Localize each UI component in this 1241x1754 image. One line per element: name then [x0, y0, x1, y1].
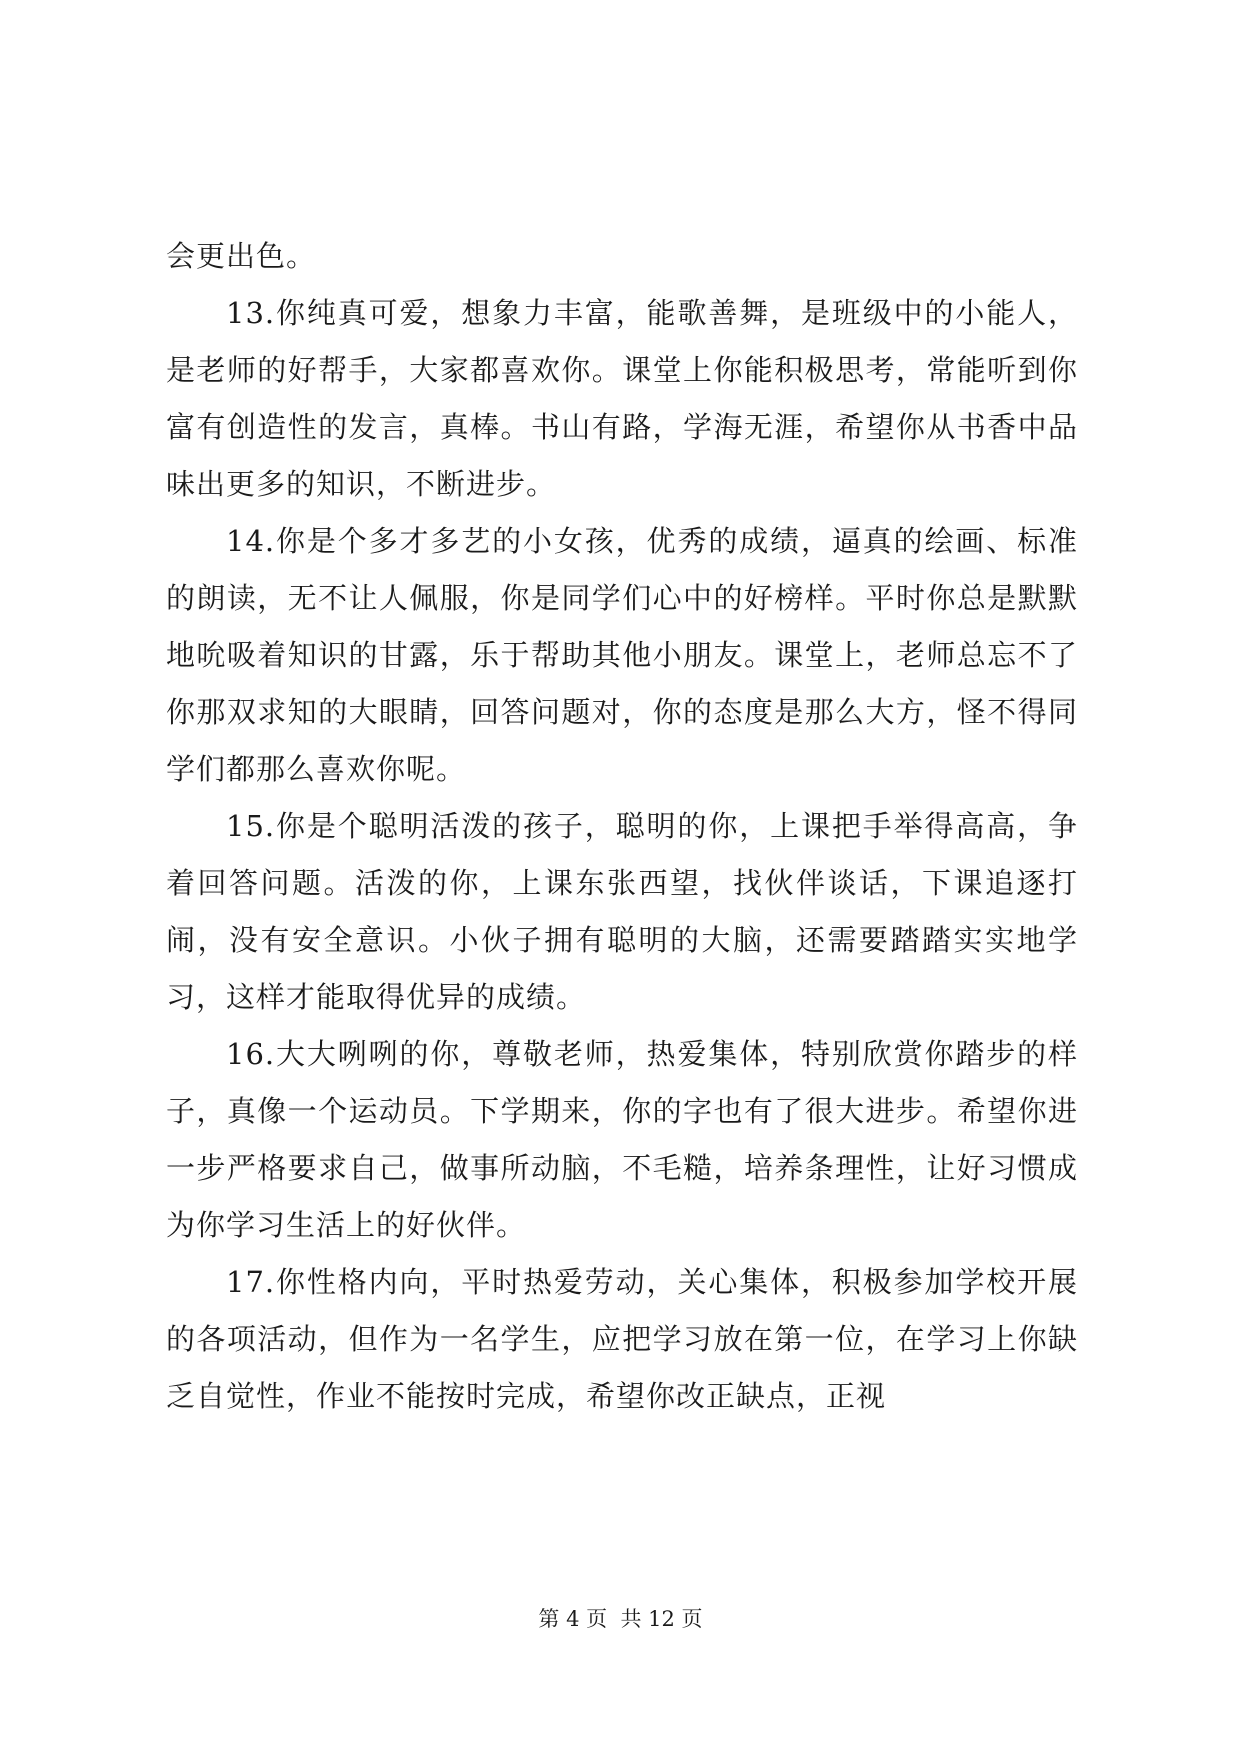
paragraph-item-14: 14.你是个多才多艺的小女孩，优秀的成绩，逼真的绘画、标准的朗读，无不让人佩服，你是同学们心中的好榜样。平时你总是默默地吮吸着知识的甘露，乐于帮助其他小朋友。课堂上，老师总忘不了你那双求知的大眼睛，回答问题对，你的态度是那么大方，怪不得同学们都那么喜欢你呢。: [166, 524, 1078, 786]
page-number-footer: 第 4 页 共 12 页: [538, 1607, 703, 1631]
paragraph-item-13: 13.你纯真可爱，想象力丰富，能歌善舞，是班级中的小能人，是老师的好帮手，大家都喜欢你。课堂上你能积极思考，常能听到你富有创造性的发言，真棒。书山有路，学海无涯，希望你从书香中品味出更多的知识，不断进步。: [166, 296, 1078, 501]
paragraph-item-16: 16.大大咧咧的你，尊敬老师，热爱集体，特别欣赏你踏步的样子，真像一个运动员。下学期来，你的字也有了很大进步。希望你进一步严格要求自己，做事所动脑，不毛糙，培养条理性，让好习惯成为你学习生活上的好伙伴。: [166, 1037, 1078, 1242]
document-body: [166, 228, 1078, 1425]
paragraph-item-15: 15.你是个聪明活泼的孩子，聪明的你，上课把手举得高高，争着回答问题。活泼的你，上课东张西望，找伙伴谈话，下课追逐打闹，没有安全意识。小伙子拥有聪明的大脑，还需要踏踏实实地学习，这样才能取得优异的成绩。: [166, 809, 1078, 1014]
paragraph-item-17: 17.你性格内向，平时热爱劳动，关心集体，积极参加学校开展的各项活动，但作为一名学生，应把学习放在第一位，在学习上你缺乏自觉性，作业不能按时完成，希望你改正缺点，正视: [166, 1265, 1078, 1413]
paragraph-continuation: 会更出色。: [166, 239, 317, 273]
